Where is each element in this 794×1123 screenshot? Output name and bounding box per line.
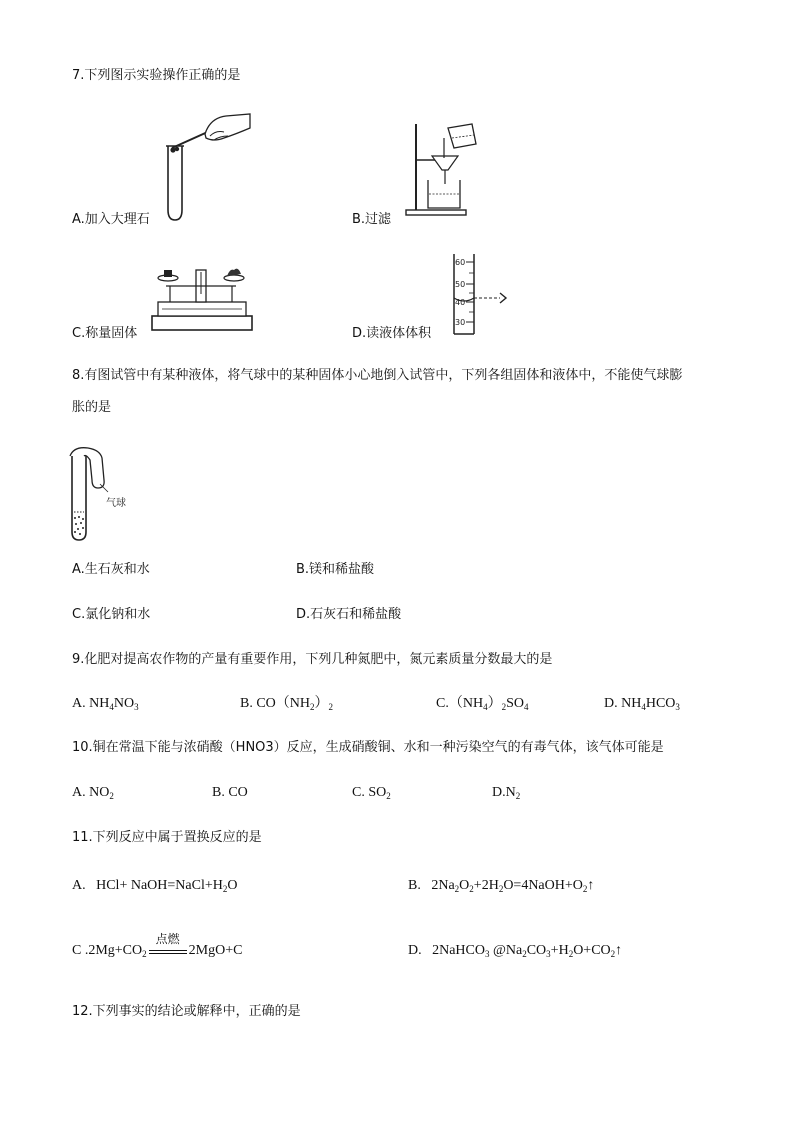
figure-graduated-cylinder [448, 250, 514, 340]
q9-option-a[interactable]: A. $NH_4NO_3$ [72, 696, 139, 712]
tick-50: 50 [455, 280, 466, 289]
figure-balloon-test-tube [64, 444, 130, 544]
q7-option-c[interactable]: C.称量固体 [72, 326, 138, 341]
question-8-stem-line-1: 8.有图试管中有某种液体，将气球中的某种固体小心地倒入试管中，下列各组固体和液体中，不能使气球膨 [72, 368, 683, 383]
question-8-stem-line-2: 胀的是 [72, 400, 112, 415]
figure-filtration [402, 118, 482, 218]
question-7-stem: 7.下列图示实验操作正确的是 [72, 68, 241, 83]
q11-option-d[interactable]: D. 2NaHCO$_3$ $@Na_2CO_3+H_2O+CO_2↑$ [408, 943, 623, 959]
q11-option-a[interactable]: A. $HCl+ NaOH=NaCl+H_2O$ [72, 878, 238, 894]
q10-option-c[interactable]: C. $SO_2$ [352, 785, 391, 801]
q9-option-b[interactable]: B. $CO(NH_2)_2$ [240, 696, 334, 712]
q8-option-b[interactable]: B.镁和稀盐酸 [296, 562, 375, 577]
q8-option-a[interactable]: A.生石灰和水 [72, 562, 150, 577]
q8-option-d[interactable]: D.石灰石和稀盐酸 [296, 607, 402, 622]
q9-option-c[interactable]: $C.(NH_4)_2SO_4$ [436, 696, 529, 712]
tick-40: 40 [455, 298, 466, 307]
balloon-label: 气球 [106, 498, 126, 509]
q8-option-c[interactable]: C.氯化钠和水 [72, 607, 151, 622]
reaction-condition [147, 932, 189, 961]
condition-label: 点燃 [155, 932, 180, 946]
q10-option-d[interactable]: $D.N_2$ [492, 785, 521, 801]
q10-option-b[interactable]: B. CO [212, 785, 248, 800]
figure-balance-weighing [148, 258, 256, 336]
figure-adding-marble [160, 108, 252, 223]
q7-option-b[interactable]: B.过滤 [352, 212, 392, 227]
q10-option-a[interactable]: A. $NO_2$ [72, 785, 114, 801]
tick-60: 60 [455, 258, 466, 267]
q9-option-d[interactable]: D. $NH_4HCO_3$ [604, 696, 680, 712]
q11-option-b[interactable]: B. $2Na_2O_2+2H_2O=4NaOH+O_2↑$ [408, 878, 595, 894]
tick-30: 30 [455, 318, 466, 327]
question-11-stem: 11.下列反应中属于置换反应的是 [72, 830, 262, 845]
q7-option-a[interactable]: A.加入大理石 [72, 212, 150, 227]
question-10-stem: 10.铜在常温下能与浓硝酸（HNO3）反应，生成硝酸铜、水和一种污染空气的有毒气体，该气体可能是 [72, 740, 664, 755]
q7-option-d[interactable]: D.读液体体积 [352, 326, 432, 341]
q11-option-c[interactable]: C $.2Mg+CO_2$ 点燃 2MgO+C [72, 941, 242, 961]
question-9-stem: 9.化肥对提高农作物的产量有重要作用，下列几种氮肥中，氮元素质量分数最大的是 [72, 652, 553, 667]
question-12-stem: 12.下列事实的结论或解释中，正确的是 [72, 1004, 301, 1019]
